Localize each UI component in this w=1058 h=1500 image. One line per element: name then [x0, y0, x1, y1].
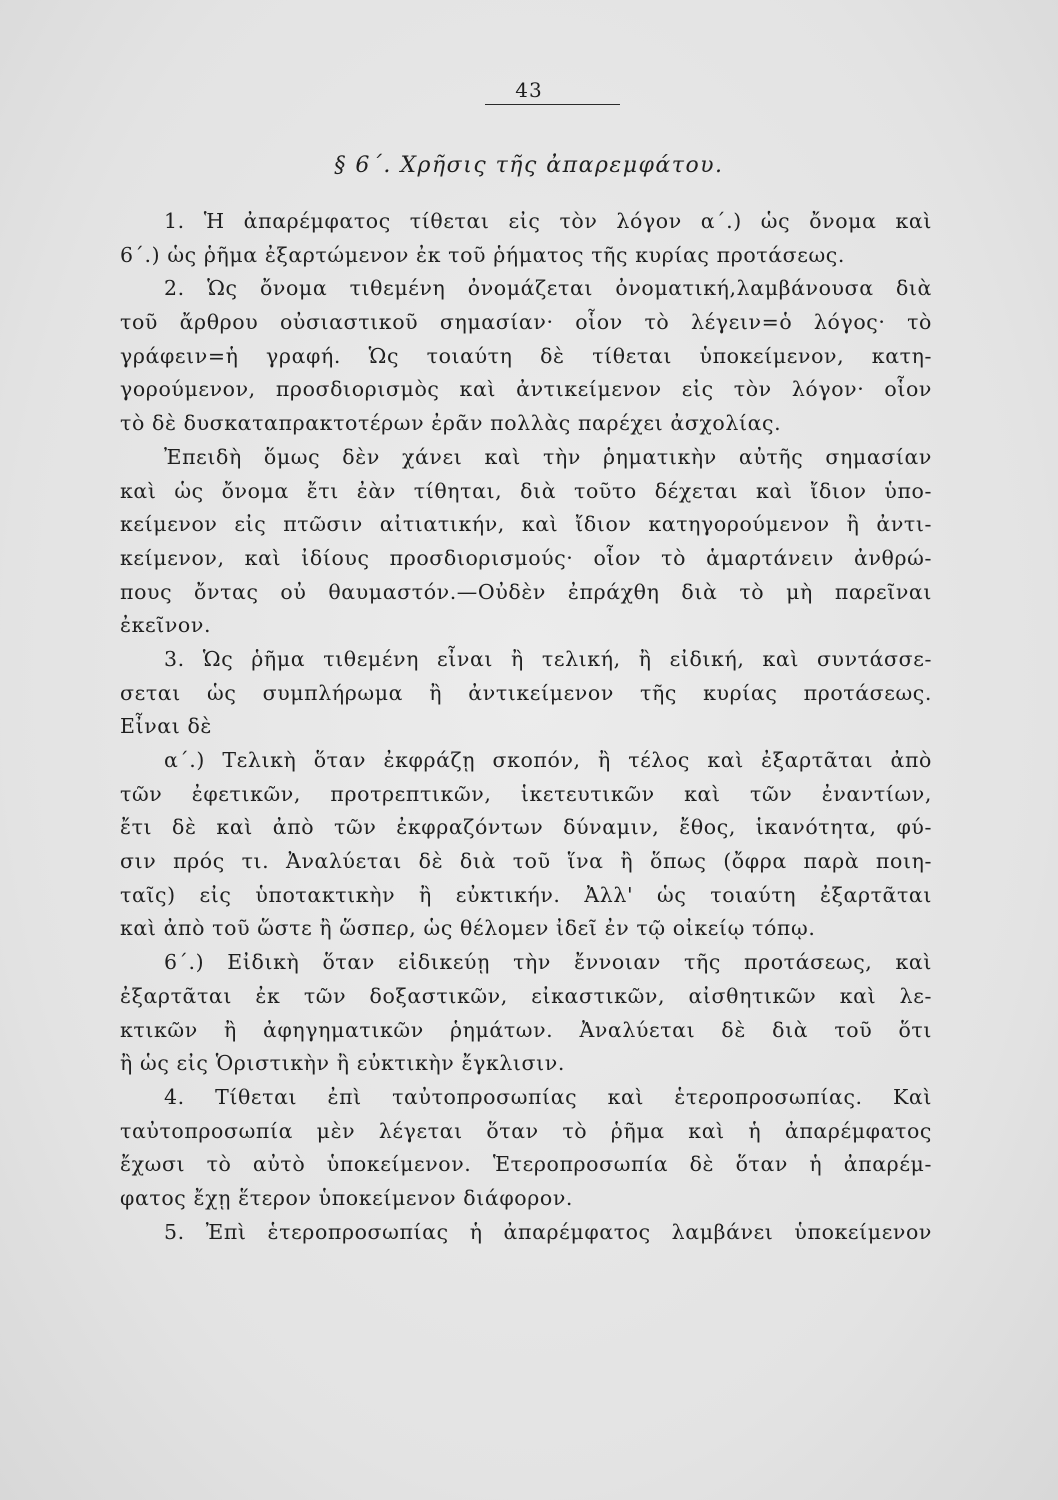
text-line: κτικῶν ἢ ἀφηγηματικῶν ῥημάτων. Ἀναλύεται δὲ διὰ τοῦ ὅτι — [120, 1017, 932, 1042]
text-line: ταῖς) εἰς ὑποτακτικὴν ἢ εὐκτικήν. Ἀλλ' ὡς τοιαύτη ἐξαρτᾶται — [120, 882, 932, 907]
text-line: 6΄.) ὡς ῥῆμα ἐξαρτώμενον ἐκ τοῦ ῥήματος τῆς κυρίας προτάσεως. — [120, 242, 846, 267]
text-line: κείμενον εἰς πτῶσιν αἰτιατικήν, καὶ ἴδιον κατηγορούμενον ἢ ἀντι- — [120, 512, 932, 537]
section-title: § 6΄. Χρῆσις τῆς ἀπαρεμφάτου. — [334, 153, 724, 178]
text-line: σεται ὡς συμπλήρωμα ἢ ἀντικείμενον τῆς κυρίας προτάσεως. — [120, 680, 932, 705]
text-line: τὸ δὲ δυσκαταπρακτοτέρων ἐρᾶν πολλὰς παρέχει ἀσχολίας. — [120, 411, 782, 436]
text-line: τῶν ἐφετικῶν, προτρεπτικῶν, ἱκετευτικῶν καὶ τῶν ἐναντίων, — [120, 781, 932, 806]
text-line: 1. Ἡ ἀπαρέμφατος τίθεται εἰς τὸν λόγον α΄.) ὡς ὄνομα καὶ — [164, 209, 932, 233]
page-number: 43 — [515, 78, 543, 102]
text-line: καὶ ἀπὸ τοῦ ὥστε ἢ ὥσπερ, ὡς θέλομεν ἰδεῖ ἐν τῷ οἰκείῳ τόπῳ. — [120, 916, 816, 941]
text-line: 4. Τίθεται ἐπὶ ταὐτοπροσωπίας καὶ ἑτεροπροσωπίας. Καὶ — [164, 1084, 932, 1109]
text-line: πους ὄντας οὐ θαυμαστόν.—Οὐδὲν ἐπράχθη διὰ τὸ μὴ παρεῖναι — [120, 579, 932, 604]
text-line: γορούμενον, προσδιορισμὸς καὶ ἀντικείμενον εἰς τὸν λόγον· οἷον — [120, 377, 932, 402]
text-line: κείμενον, καὶ ἰδίους προσδιορισμούς· οἷον τὸ ἁμαρτάνειν ἀνθρώ- — [120, 545, 932, 570]
text-line: τοῦ ἄρθρου οὐσιαστικοῦ σημασίαν· οἷον τὸ λέγειν=ὁ λόγος· τὸ — [120, 310, 932, 335]
text-line: Εἶναι δὲ — [120, 714, 213, 739]
text-line: 5. Ἐπὶ ἑτεροπροσωπίας ἡ ἀπαρέμφατος λαμβάνει ὑποκείμενον — [164, 1219, 932, 1244]
text-line: σιν πρός τι. Ἀναλύεται δὲ διὰ τοῦ ἵνα ἢ ὅπως (ὄφρα παρὰ ποιη- — [120, 849, 932, 874]
text-line: Ἐπειδὴ ὅμως δὲν χάνει καὶ τὴν ῥηματικὴν αὐτῆς σημασίαν — [164, 444, 932, 469]
text-line: ἔτι δὲ καὶ ἀπὸ τῶν ἐκφραζόντων δύναμιν, ἔθος, ἱκανότητα, φύ- — [120, 815, 932, 840]
text-line: 3. Ὡς ῥῆμα τιθεμένη εἶναι ἢ τελική, ἢ εἰδική, καὶ συντάσσε- — [164, 646, 932, 671]
body-text — [120, 205, 932, 1249]
text-line: 6΄.) Εἰδικὴ ὅταν εἰδικεύῃ τὴν ἔννοιαν τῆς προτάσεως, καὶ — [164, 950, 932, 975]
text-line: φατος ἔχῃ ἕτερον ὑποκείμενον διάφορον. — [120, 1185, 573, 1210]
text-line: ἐξαρτᾶται ἐκ τῶν δοξαστικῶν, εἰκαστικῶν, αἰσθητικῶν καὶ λε- — [120, 983, 932, 1008]
text-line: ταὐτοπροσωπία μὲν λέγεται ὅταν τὸ ῥῆμα καὶ ἡ ἀπαρέμφατος — [120, 1118, 932, 1143]
text-line: καὶ ὡς ὄνομα ἔτι ἐὰν τίθηται, διὰ τοῦτο δέχεται καὶ ἴδιον ὑπο- — [120, 478, 932, 503]
text-line: γράφειν=ἡ γραφή. Ὡς τοιαύτη δὲ τίθεται ὑποκείμενον, κατη- — [120, 343, 932, 368]
text-line: ἔχωσι τὸ αὐτὸ ὑποκείμενον. Ἑτεροπροσωπία δὲ ὅταν ἡ ἀπαρέμ- — [120, 1152, 932, 1177]
text-line: ἐκεῖνον. — [120, 613, 212, 638]
page-number-rule — [485, 104, 620, 105]
text-line: 2. Ὡς ὄνομα τιθεμένη ὀνομάζεται ὀνοματική,λαμβάνουσα διὰ — [164, 276, 932, 301]
text-line: α΄.) Τελικὴ ὅταν ἐκφράζῃ σκοπόν, ἢ τέλος καὶ ἐξαρτᾶται ἀπὸ — [164, 748, 932, 772]
text-line: ἢ ὡς εἰς Ὁριστικὴν ἢ εὐκτικὴν ἔγκλισιν. — [120, 1051, 565, 1076]
